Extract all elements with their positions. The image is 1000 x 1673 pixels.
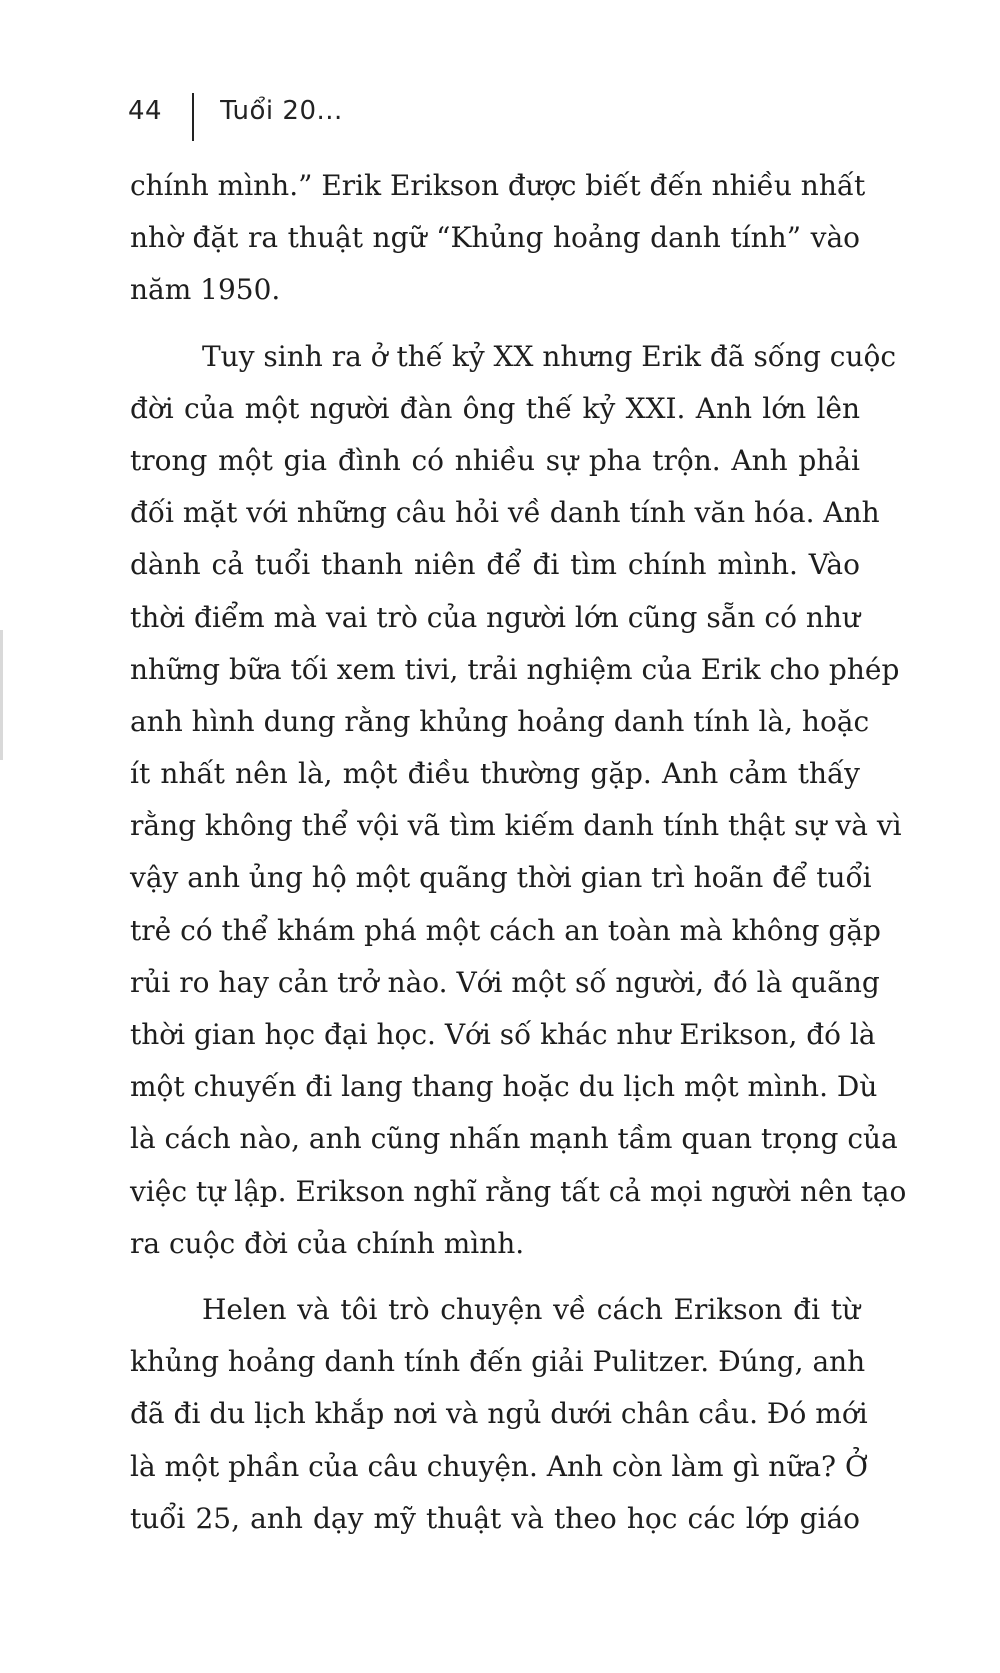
text-line: năm 1950. — [130, 273, 281, 307]
text-line: tuổi 25, anh dạy mỹ thuật và theo học các lớp giáo — [130, 1501, 860, 1535]
text-line: thời gian học đại học. Với số khác như Erikson, đó là — [130, 1018, 876, 1051]
text-line: là cách nào, anh cũng nhấn mạnh tầm quan trọng của — [130, 1122, 898, 1156]
text-line: nhờ đặt ra thuật ngữ “Khủng hoảng danh tính” vào — [130, 221, 860, 255]
text-line: một chuyến đi lang thang hoặc du lịch một mình. Dù — [130, 1070, 878, 1104]
text-line: trẻ có thể khám phá một cách an toàn mà không gặp — [130, 913, 881, 947]
text-line: khủng hoảng danh tính đến giải Pulitzer. Đúng, anh — [130, 1345, 866, 1379]
text-line: đời của một người đàn ông thế kỷ XXI. Anh lớn lên — [130, 391, 860, 425]
body-text — [130, 160, 907, 1559]
header-divider — [192, 93, 194, 141]
text-line: trong một gia đình có nhiều sự pha trộn. Anh phải — [130, 443, 860, 477]
text-line: Helen và tôi trò chuyện về cách Erikson đi từ — [202, 1292, 860, 1326]
text-line: là một phần của câu chuyện. Anh còn làm gì nữa? Ở — [130, 1449, 868, 1483]
page-edge-shadow — [0, 630, 3, 760]
text-line: đối mặt với những câu hỏi về danh tính văn hóa. Anh — [130, 496, 880, 530]
page-header — [128, 86, 343, 136]
text-line: ít nhất nên là, một điều thường gặp. Anh cảm thấy — [130, 757, 860, 791]
text-line: ra cuộc đời của chính mình. — [130, 1226, 525, 1260]
text-line: chính mình.” Erik Erikson được biết đến nhiều nhất — [130, 169, 866, 202]
paragraph-2 — [130, 331, 907, 1270]
paragraph-1 — [130, 160, 866, 317]
running-title: Tuổi 20... — [220, 96, 343, 126]
text-line: anh hình dung rằng khủng hoảng danh tính là, hoặc — [130, 704, 870, 738]
paragraph-3 — [130, 1284, 868, 1545]
text-line: những bữa tối xem tivi, trải nghiệm của Erik cho phép — [130, 652, 900, 686]
text-line: đã đi du lịch khắp nơi và ngủ dưới chân cầu. Đó mới — [130, 1397, 868, 1431]
text-line: rủi ro hay cản trở nào. Với một số người, đó là quãng — [130, 965, 880, 999]
text-line: vậy anh ủng hộ một quãng thời gian trì hoãn để tuổi — [130, 861, 872, 895]
text-line: rằng không thể vội vã tìm kiếm danh tính thật sự và vì — [130, 809, 902, 843]
text-line: việc tự lập. Erikson nghĩ rằng tất cả mọi người nên tạo — [130, 1174, 907, 1208]
text-line: dành cả tuổi thanh niên để đi tìm chính mình. Vào — [130, 548, 860, 582]
text-line: Tuy sinh ra ở thế kỷ XX nhưng Erik đã sống cuộc — [202, 339, 897, 373]
text-line: thời điểm mà vai trò của người lớn cũng sẵn có như — [130, 600, 860, 634]
page-number: 44 — [128, 96, 163, 126]
